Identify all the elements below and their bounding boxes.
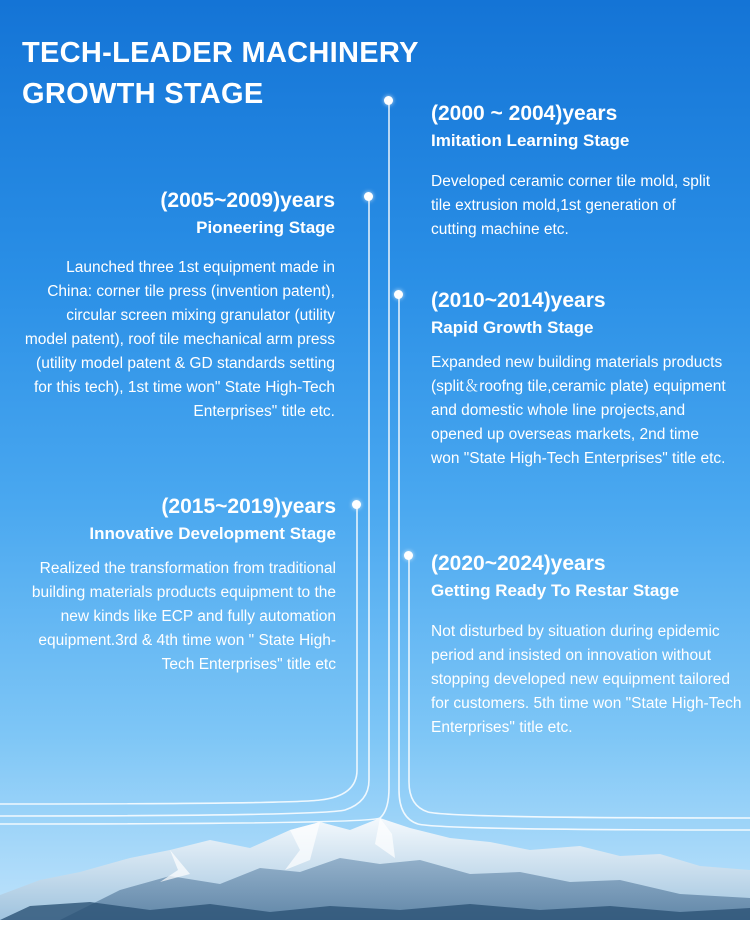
- stage-name: Rapid Growth Stage: [431, 318, 594, 337]
- timeline-dot-2000: [384, 96, 393, 105]
- title-line-1: TECH-LEADER MACHINERY: [22, 37, 419, 69]
- timeline-dot-2015: [352, 500, 361, 509]
- stage-description: Realized the transformation from traditional building materials products equipment to the new kinds like ECP and fully automation equipment.3rd & 4th time won " State High-Tech Enterprises" title etc: [31, 560, 336, 673]
- timeline-dot-2005: [364, 192, 373, 201]
- stage-name: Pioneering Stage: [196, 218, 335, 237]
- stage-description: Launched three 1st equipment made in China: corner tile press (invention patent), circular screen mixing granulator (utility model patent), roof tile mechanical arm press (utility model patent & GD standards setting for this tech), 1st time won" State High-Tech Enterprises" title etc.: [24, 259, 335, 420]
- stage-years: (2020~2024)years: [431, 552, 606, 575]
- stage-years: (2000 ~ 2004)years: [431, 102, 618, 125]
- stage-description: Not disturbed by situation during epidemic period and insisted on innovation without stopping developed new equipment tailored for customers. 5th time won "State High-Tech Enterprises" title etc.: [431, 623, 742, 736]
- stage-description: Developed ceramic corner tile mold, split tile extrusion mold,1st generation of cutting machine etc.: [431, 173, 711, 238]
- stage-description: Expanded new building materials products (split＆roofng tile,ceramic plate) equipment and domestic whole line projects,and opened up overseas markets, 2nd time won "State High-Tech Enterprises" title etc.: [431, 354, 726, 467]
- snow-mountains-image: [0, 810, 750, 920]
- stage-name: Innovative Development Stage: [89, 524, 336, 543]
- stage-2010-2014: [431, 288, 741, 471]
- stage-name: Imitation Learning Stage: [431, 131, 630, 150]
- stage-name: Getting Ready To Restar Stage: [431, 581, 680, 600]
- timeline-dot-2020: [404, 551, 413, 560]
- stage-2000-2004: [431, 101, 731, 242]
- stage-years: (2015~2019)years: [161, 495, 336, 518]
- stage-years: (2005~2009)years: [160, 189, 335, 212]
- stage-2020-2024: [431, 551, 743, 740]
- title-line-2: GROWTH STAGE: [22, 78, 264, 110]
- stage-2015-2019: [20, 494, 336, 677]
- timeline-dot-2010: [394, 290, 403, 299]
- stage-2005-2009: [20, 188, 335, 424]
- stage-years: (2010~2014)years: [431, 289, 606, 312]
